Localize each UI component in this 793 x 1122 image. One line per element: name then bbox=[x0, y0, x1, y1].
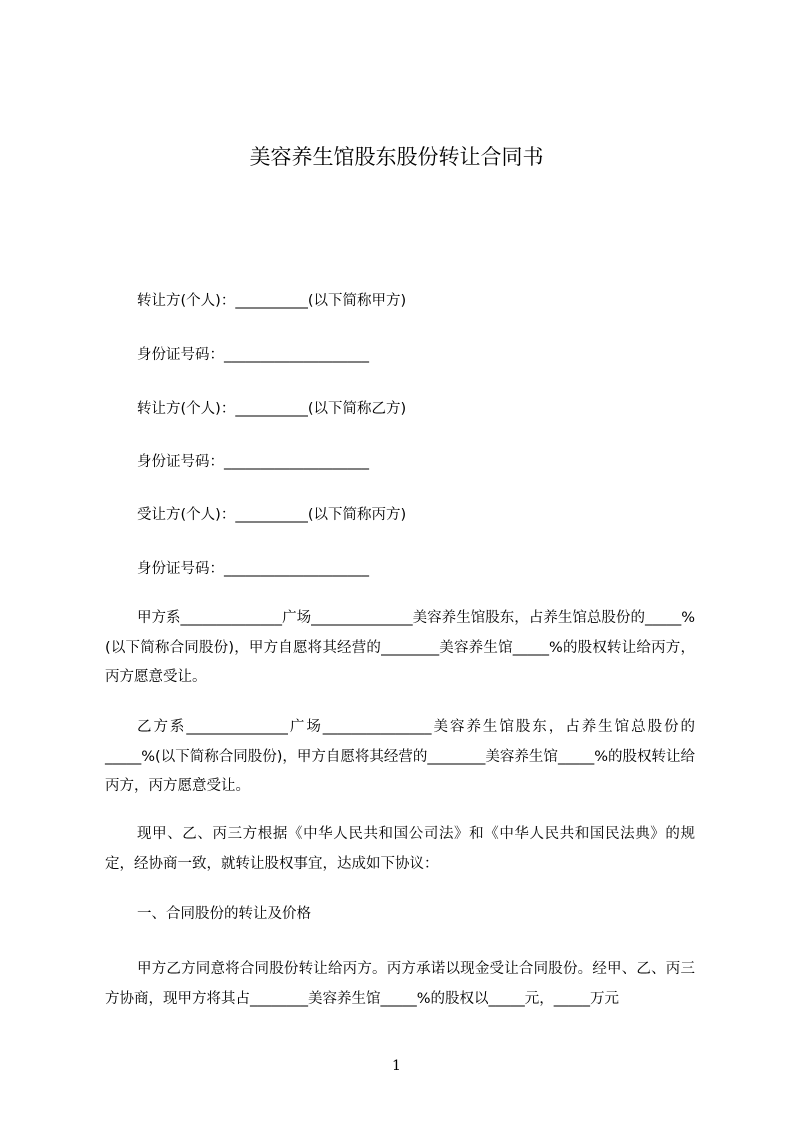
document-title: 美容养生馆股东股份转让合同书 bbox=[249, 145, 544, 169]
party-a-line: 转让方(个人)：__________(以下简称甲方) bbox=[137, 293, 407, 309]
paragraph-legal-basis: 现甲、乙、丙三方根据《中华人民共和国公司法》和《中华人民共和国民法典》的规定，经协商一致，就转让股权事宜，达成如下协议： bbox=[105, 826, 695, 872]
party-c-id: 身份证号码：____________________ bbox=[137, 561, 369, 577]
paragraph-party-b: 乙方系______________广场_______________美容养生馆股东，占养生馆总股份的_____%(以下简称合同股份)，甲方自愿将其经营的________美容养生馆_____%的股权转让给丙方，丙方愿意受让。 bbox=[105, 719, 695, 794]
party-a-id: 身份证号码：____________________ bbox=[137, 347, 369, 363]
section-1-heading: 一、合同股份的转让及价格 bbox=[137, 906, 311, 922]
page-number: 1 bbox=[392, 1058, 401, 1074]
paragraph-section-1: 甲方乙方同意将合同股份转让给丙方。丙方承诺以现金受让合同股份。经甲、乙、丙三方协商，现甲方将其占________美容养生馆_____%的股权以_____元，_____万元 bbox=[105, 961, 695, 1007]
party-b-line: 转让方(个人)：__________(以下简称乙方) bbox=[137, 401, 407, 417]
party-c-line: 受让方(个人)：__________(以下简称丙方) bbox=[137, 507, 407, 523]
party-b-id: 身份证号码：____________________ bbox=[137, 454, 369, 470]
paragraph-party-a: 甲方系______________广场______________美容养生馆股东，占养生馆总股份的_____%(以下简称合同股份)，甲方自愿将其经营的________美容养生馆_____%的股权转让给丙方，丙方愿意受让。 bbox=[105, 610, 695, 685]
